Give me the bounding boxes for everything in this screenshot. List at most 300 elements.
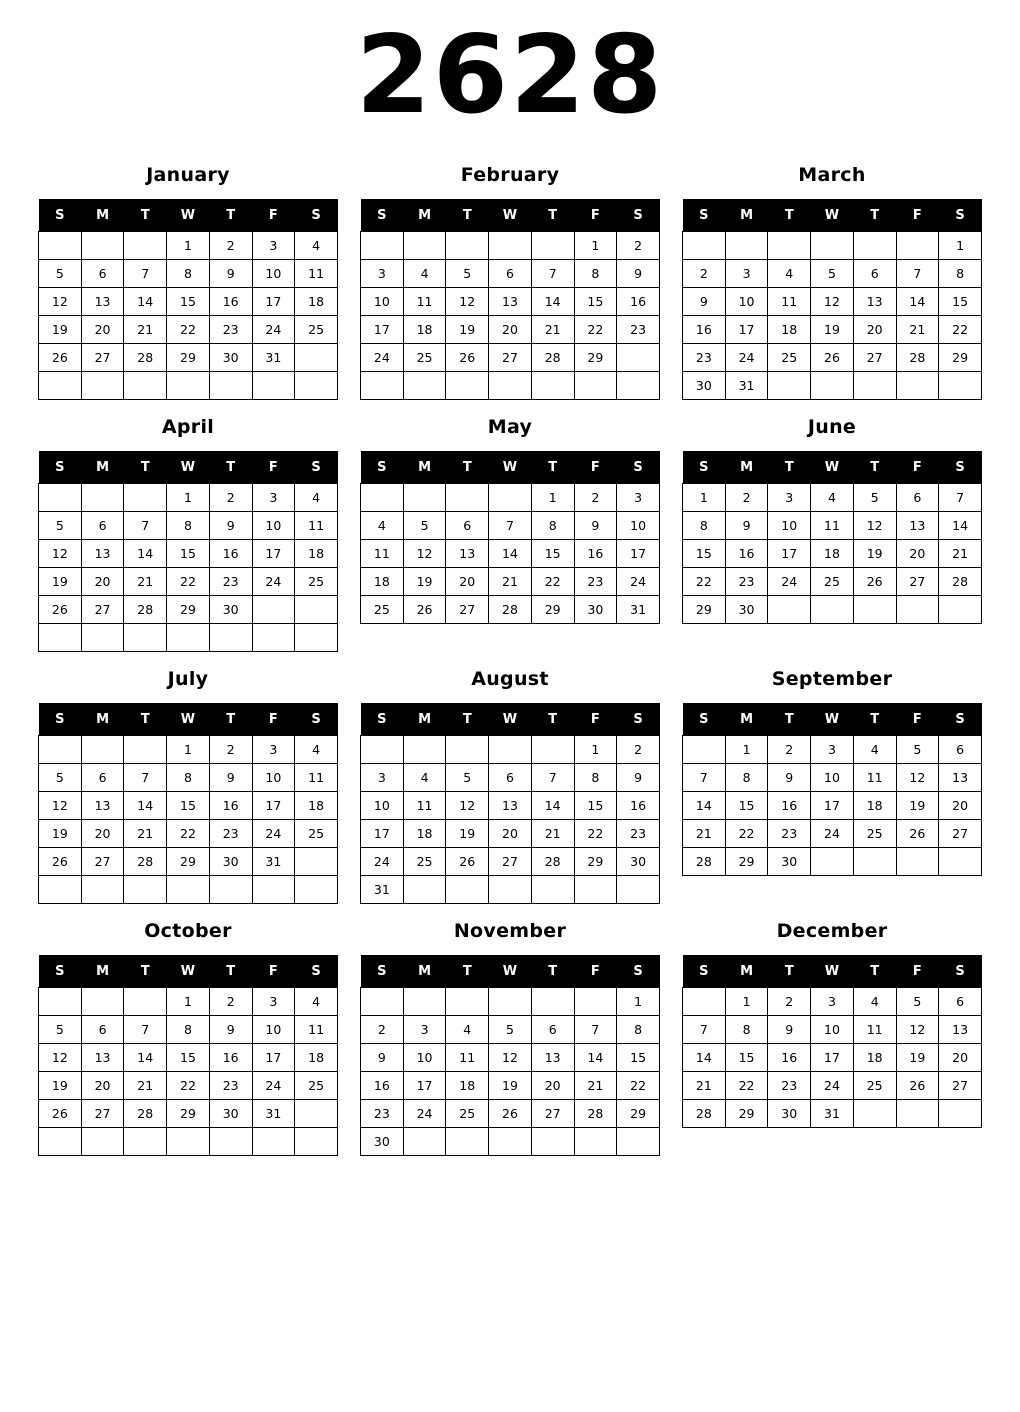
day-cell[interactable]: 28 (124, 848, 167, 876)
day-cell[interactable]: 18 (295, 1044, 338, 1072)
day-cell[interactable]: 24 (768, 568, 811, 596)
day-cell[interactable]: 26 (896, 1072, 939, 1100)
day-cell[interactable]: 6 (81, 260, 124, 288)
day-cell[interactable]: 28 (124, 1100, 167, 1128)
day-cell[interactable]: 18 (403, 316, 446, 344)
day-cell[interactable]: 19 (39, 568, 82, 596)
day-cell[interactable]: 22 (167, 568, 210, 596)
day-cell[interactable]: 30 (209, 1100, 252, 1128)
day-cell[interactable]: 8 (617, 1016, 660, 1044)
day-cell[interactable]: 7 (124, 260, 167, 288)
day-cell[interactable]: 22 (167, 316, 210, 344)
day-cell[interactable]: 24 (617, 568, 660, 596)
day-cell[interactable]: 5 (896, 988, 939, 1016)
day-cell[interactable]: 1 (574, 232, 617, 260)
day-cell[interactable]: 6 (896, 484, 939, 512)
day-cell[interactable]: 4 (853, 736, 896, 764)
day-cell[interactable]: 10 (252, 512, 295, 540)
day-cell[interactable]: 12 (853, 512, 896, 540)
day-cell[interactable]: 23 (768, 820, 811, 848)
day-cell[interactable]: 13 (446, 540, 489, 568)
day-cell[interactable]: 8 (725, 1016, 768, 1044)
day-cell[interactable]: 29 (167, 344, 210, 372)
day-cell[interactable]: 5 (39, 1016, 82, 1044)
day-cell[interactable]: 6 (939, 736, 982, 764)
day-cell[interactable]: 17 (617, 540, 660, 568)
day-cell[interactable]: 3 (252, 484, 295, 512)
day-cell[interactable]: 29 (683, 596, 726, 624)
day-cell[interactable]: 20 (81, 1072, 124, 1100)
day-cell[interactable]: 20 (489, 820, 532, 848)
day-cell[interactable]: 20 (81, 568, 124, 596)
day-cell[interactable]: 25 (295, 316, 338, 344)
day-cell[interactable]: 15 (617, 1044, 660, 1072)
day-cell[interactable]: 9 (361, 1044, 404, 1072)
day-cell[interactable]: 23 (617, 316, 660, 344)
day-cell[interactable]: 4 (403, 260, 446, 288)
day-cell[interactable]: 10 (768, 512, 811, 540)
day-cell[interactable]: 11 (768, 288, 811, 316)
day-cell[interactable]: 10 (811, 764, 854, 792)
day-cell[interactable]: 27 (81, 344, 124, 372)
day-cell[interactable]: 14 (531, 288, 574, 316)
day-cell[interactable]: 1 (531, 484, 574, 512)
day-cell[interactable]: 11 (811, 512, 854, 540)
day-cell[interactable]: 7 (574, 1016, 617, 1044)
day-cell[interactable]: 9 (768, 764, 811, 792)
day-cell[interactable]: 22 (725, 1072, 768, 1100)
day-cell[interactable]: 24 (811, 1072, 854, 1100)
day-cell[interactable]: 15 (167, 288, 210, 316)
day-cell[interactable]: 28 (489, 596, 532, 624)
day-cell[interactable]: 17 (252, 540, 295, 568)
day-cell[interactable]: 16 (209, 288, 252, 316)
day-cell[interactable]: 2 (574, 484, 617, 512)
day-cell[interactable]: 8 (574, 764, 617, 792)
day-cell[interactable]: 23 (617, 820, 660, 848)
day-cell[interactable]: 18 (853, 1044, 896, 1072)
day-cell[interactable]: 20 (531, 1072, 574, 1100)
day-cell[interactable]: 7 (124, 512, 167, 540)
day-cell[interactable]: 15 (939, 288, 982, 316)
day-cell[interactable]: 16 (617, 792, 660, 820)
day-cell[interactable]: 9 (725, 512, 768, 540)
day-cell[interactable]: 19 (896, 1044, 939, 1072)
day-cell[interactable]: 21 (574, 1072, 617, 1100)
day-cell[interactable]: 4 (811, 484, 854, 512)
day-cell[interactable]: 6 (939, 988, 982, 1016)
day-cell[interactable]: 21 (489, 568, 532, 596)
day-cell[interactable]: 8 (167, 512, 210, 540)
day-cell[interactable]: 30 (574, 596, 617, 624)
day-cell[interactable]: 22 (167, 820, 210, 848)
day-cell[interactable]: 17 (361, 316, 404, 344)
day-cell[interactable]: 28 (531, 848, 574, 876)
day-cell[interactable]: 7 (939, 484, 982, 512)
day-cell[interactable]: 20 (446, 568, 489, 596)
day-cell[interactable]: 29 (617, 1100, 660, 1128)
day-cell[interactable]: 14 (939, 512, 982, 540)
day-cell[interactable]: 31 (811, 1100, 854, 1128)
day-cell[interactable]: 7 (124, 1016, 167, 1044)
day-cell[interactable]: 18 (361, 568, 404, 596)
day-cell[interactable]: 30 (768, 1100, 811, 1128)
day-cell[interactable]: 26 (39, 848, 82, 876)
day-cell[interactable]: 13 (939, 764, 982, 792)
day-cell[interactable]: 21 (531, 820, 574, 848)
day-cell[interactable]: 26 (446, 344, 489, 372)
day-cell[interactable]: 29 (167, 1100, 210, 1128)
day-cell[interactable]: 14 (489, 540, 532, 568)
day-cell[interactable]: 14 (531, 792, 574, 820)
day-cell[interactable]: 13 (81, 540, 124, 568)
day-cell[interactable]: 14 (124, 288, 167, 316)
day-cell[interactable]: 26 (403, 596, 446, 624)
day-cell[interactable]: 30 (683, 372, 726, 400)
day-cell[interactable]: 25 (853, 820, 896, 848)
day-cell[interactable]: 7 (531, 260, 574, 288)
day-cell[interactable]: 19 (403, 568, 446, 596)
day-cell[interactable]: 20 (81, 820, 124, 848)
day-cell[interactable]: 12 (39, 540, 82, 568)
day-cell[interactable]: 6 (446, 512, 489, 540)
day-cell[interactable]: 7 (124, 764, 167, 792)
day-cell[interactable]: 18 (446, 1072, 489, 1100)
day-cell[interactable]: 15 (574, 288, 617, 316)
day-cell[interactable]: 23 (209, 568, 252, 596)
day-cell[interactable]: 28 (124, 344, 167, 372)
day-cell[interactable]: 11 (295, 1016, 338, 1044)
day-cell[interactable]: 3 (725, 260, 768, 288)
day-cell[interactable]: 21 (124, 820, 167, 848)
day-cell[interactable]: 16 (574, 540, 617, 568)
day-cell[interactable]: 17 (252, 792, 295, 820)
day-cell[interactable]: 31 (361, 876, 404, 904)
day-cell[interactable]: 17 (361, 820, 404, 848)
day-cell[interactable]: 8 (725, 764, 768, 792)
day-cell[interactable]: 1 (725, 736, 768, 764)
day-cell[interactable]: 25 (295, 820, 338, 848)
day-cell[interactable]: 12 (39, 792, 82, 820)
day-cell[interactable]: 30 (209, 344, 252, 372)
day-cell[interactable]: 3 (361, 764, 404, 792)
day-cell[interactable]: 8 (574, 260, 617, 288)
day-cell[interactable]: 24 (252, 316, 295, 344)
day-cell[interactable]: 14 (124, 1044, 167, 1072)
day-cell[interactable]: 21 (124, 568, 167, 596)
day-cell[interactable]: 5 (446, 260, 489, 288)
day-cell[interactable]: 14 (124, 792, 167, 820)
day-cell[interactable]: 18 (295, 792, 338, 820)
day-cell[interactable]: 12 (39, 288, 82, 316)
day-cell[interactable]: 23 (683, 344, 726, 372)
day-cell[interactable]: 30 (725, 596, 768, 624)
day-cell[interactable]: 23 (209, 1072, 252, 1100)
day-cell[interactable]: 28 (574, 1100, 617, 1128)
day-cell[interactable]: 17 (252, 288, 295, 316)
day-cell[interactable]: 3 (361, 260, 404, 288)
day-cell[interactable]: 12 (811, 288, 854, 316)
day-cell[interactable]: 21 (939, 540, 982, 568)
day-cell[interactable]: 5 (39, 512, 82, 540)
day-cell[interactable]: 19 (446, 820, 489, 848)
day-cell[interactable]: 2 (768, 988, 811, 1016)
day-cell[interactable]: 12 (896, 764, 939, 792)
day-cell[interactable]: 29 (574, 344, 617, 372)
day-cell[interactable]: 24 (361, 848, 404, 876)
day-cell[interactable]: 29 (725, 848, 768, 876)
day-cell[interactable]: 1 (939, 232, 982, 260)
day-cell[interactable]: 16 (361, 1072, 404, 1100)
day-cell[interactable]: 16 (617, 288, 660, 316)
day-cell[interactable]: 7 (683, 1016, 726, 1044)
day-cell[interactable]: 14 (683, 1044, 726, 1072)
day-cell[interactable]: 31 (252, 1100, 295, 1128)
day-cell[interactable]: 3 (252, 988, 295, 1016)
day-cell[interactable]: 25 (295, 1072, 338, 1100)
day-cell[interactable]: 1 (574, 736, 617, 764)
day-cell[interactable]: 9 (209, 260, 252, 288)
day-cell[interactable]: 2 (683, 260, 726, 288)
day-cell[interactable]: 27 (939, 820, 982, 848)
day-cell[interactable]: 4 (361, 512, 404, 540)
day-cell[interactable]: 31 (725, 372, 768, 400)
day-cell[interactable]: 10 (252, 764, 295, 792)
day-cell[interactable]: 27 (896, 568, 939, 596)
day-cell[interactable]: 13 (81, 288, 124, 316)
day-cell[interactable]: 30 (617, 848, 660, 876)
day-cell[interactable]: 11 (853, 1016, 896, 1044)
day-cell[interactable]: 9 (209, 1016, 252, 1044)
day-cell[interactable]: 23 (725, 568, 768, 596)
day-cell[interactable]: 11 (403, 288, 446, 316)
day-cell[interactable]: 18 (811, 540, 854, 568)
day-cell[interactable]: 16 (209, 792, 252, 820)
day-cell[interactable]: 21 (124, 316, 167, 344)
day-cell[interactable]: 3 (252, 232, 295, 260)
day-cell[interactable]: 28 (531, 344, 574, 372)
day-cell[interactable]: 2 (209, 736, 252, 764)
day-cell[interactable]: 18 (768, 316, 811, 344)
day-cell[interactable]: 14 (896, 288, 939, 316)
day-cell[interactable]: 1 (617, 988, 660, 1016)
day-cell[interactable]: 1 (683, 484, 726, 512)
day-cell[interactable]: 11 (361, 540, 404, 568)
day-cell[interactable]: 24 (725, 344, 768, 372)
day-cell[interactable]: 5 (39, 764, 82, 792)
day-cell[interactable]: 2 (617, 232, 660, 260)
day-cell[interactable]: 14 (574, 1044, 617, 1072)
day-cell[interactable]: 13 (853, 288, 896, 316)
day-cell[interactable]: 24 (403, 1100, 446, 1128)
day-cell[interactable]: 8 (167, 1016, 210, 1044)
day-cell[interactable]: 19 (39, 1072, 82, 1100)
day-cell[interactable]: 30 (361, 1128, 404, 1156)
day-cell[interactable]: 4 (853, 988, 896, 1016)
day-cell[interactable]: 16 (725, 540, 768, 568)
day-cell[interactable]: 12 (403, 540, 446, 568)
day-cell[interactable]: 8 (939, 260, 982, 288)
day-cell[interactable]: 11 (295, 764, 338, 792)
day-cell[interactable]: 29 (574, 848, 617, 876)
day-cell[interactable]: 30 (209, 848, 252, 876)
day-cell[interactable]: 22 (725, 820, 768, 848)
day-cell[interactable]: 25 (811, 568, 854, 596)
day-cell[interactable]: 26 (853, 568, 896, 596)
day-cell[interactable]: 1 (167, 484, 210, 512)
day-cell[interactable]: 17 (811, 1044, 854, 1072)
day-cell[interactable]: 24 (252, 820, 295, 848)
day-cell[interactable]: 8 (167, 764, 210, 792)
day-cell[interactable]: 18 (403, 820, 446, 848)
day-cell[interactable]: 11 (295, 260, 338, 288)
day-cell[interactable]: 2 (768, 736, 811, 764)
day-cell[interactable]: 3 (811, 988, 854, 1016)
day-cell[interactable]: 22 (683, 568, 726, 596)
day-cell[interactable]: 1 (725, 988, 768, 1016)
day-cell[interactable]: 23 (574, 568, 617, 596)
day-cell[interactable]: 20 (939, 792, 982, 820)
day-cell[interactable]: 25 (361, 596, 404, 624)
day-cell[interactable]: 17 (403, 1072, 446, 1100)
day-cell[interactable]: 24 (361, 344, 404, 372)
day-cell[interactable]: 5 (811, 260, 854, 288)
day-cell[interactable]: 10 (811, 1016, 854, 1044)
day-cell[interactable]: 25 (446, 1100, 489, 1128)
day-cell[interactable]: 11 (853, 764, 896, 792)
day-cell[interactable]: 7 (531, 764, 574, 792)
day-cell[interactable]: 1 (167, 736, 210, 764)
day-cell[interactable]: 16 (209, 540, 252, 568)
day-cell[interactable]: 26 (446, 848, 489, 876)
day-cell[interactable]: 18 (295, 540, 338, 568)
day-cell[interactable]: 19 (489, 1072, 532, 1100)
day-cell[interactable]: 9 (617, 764, 660, 792)
day-cell[interactable]: 17 (768, 540, 811, 568)
day-cell[interactable]: 22 (574, 316, 617, 344)
day-cell[interactable]: 6 (489, 764, 532, 792)
day-cell[interactable]: 29 (167, 596, 210, 624)
day-cell[interactable]: 22 (167, 1072, 210, 1100)
day-cell[interactable]: 2 (209, 232, 252, 260)
day-cell[interactable]: 2 (209, 988, 252, 1016)
day-cell[interactable]: 18 (295, 288, 338, 316)
day-cell[interactable]: 26 (811, 344, 854, 372)
day-cell[interactable]: 7 (683, 764, 726, 792)
day-cell[interactable]: 22 (939, 316, 982, 344)
day-cell[interactable]: 22 (574, 820, 617, 848)
day-cell[interactable]: 15 (725, 792, 768, 820)
day-cell[interactable]: 10 (403, 1044, 446, 1072)
day-cell[interactable]: 30 (209, 596, 252, 624)
day-cell[interactable]: 11 (403, 792, 446, 820)
day-cell[interactable]: 9 (768, 1016, 811, 1044)
day-cell[interactable]: 25 (403, 344, 446, 372)
day-cell[interactable]: 4 (295, 484, 338, 512)
day-cell[interactable]: 15 (167, 540, 210, 568)
day-cell[interactable]: 2 (361, 1016, 404, 1044)
day-cell[interactable]: 4 (295, 232, 338, 260)
day-cell[interactable]: 23 (768, 1072, 811, 1100)
day-cell[interactable]: 27 (81, 596, 124, 624)
day-cell[interactable]: 19 (896, 792, 939, 820)
day-cell[interactable]: 5 (39, 260, 82, 288)
day-cell[interactable]: 13 (489, 288, 532, 316)
day-cell[interactable]: 23 (209, 316, 252, 344)
day-cell[interactable]: 10 (617, 512, 660, 540)
day-cell[interactable]: 16 (683, 316, 726, 344)
day-cell[interactable]: 20 (81, 316, 124, 344)
day-cell[interactable]: 27 (489, 848, 532, 876)
day-cell[interactable]: 27 (81, 1100, 124, 1128)
day-cell[interactable]: 9 (209, 764, 252, 792)
day-cell[interactable]: 5 (446, 764, 489, 792)
day-cell[interactable]: 16 (209, 1044, 252, 1072)
day-cell[interactable]: 22 (617, 1072, 660, 1100)
day-cell[interactable]: 4 (295, 736, 338, 764)
day-cell[interactable]: 28 (683, 1100, 726, 1128)
day-cell[interactable]: 12 (39, 1044, 82, 1072)
day-cell[interactable]: 7 (896, 260, 939, 288)
day-cell[interactable]: 27 (531, 1100, 574, 1128)
day-cell[interactable]: 25 (295, 568, 338, 596)
day-cell[interactable]: 12 (446, 792, 489, 820)
day-cell[interactable]: 21 (124, 1072, 167, 1100)
day-cell[interactable]: 26 (489, 1100, 532, 1128)
day-cell[interactable]: 20 (939, 1044, 982, 1072)
day-cell[interactable]: 10 (252, 260, 295, 288)
day-cell[interactable]: 14 (683, 792, 726, 820)
day-cell[interactable]: 2 (617, 736, 660, 764)
day-cell[interactable]: 13 (489, 792, 532, 820)
day-cell[interactable]: 15 (725, 1044, 768, 1072)
day-cell[interactable]: 27 (446, 596, 489, 624)
day-cell[interactable]: 3 (252, 736, 295, 764)
day-cell[interactable]: 10 (361, 288, 404, 316)
day-cell[interactable]: 25 (768, 344, 811, 372)
day-cell[interactable]: 20 (896, 540, 939, 568)
day-cell[interactable]: 19 (39, 820, 82, 848)
day-cell[interactable]: 12 (489, 1044, 532, 1072)
day-cell[interactable]: 23 (209, 820, 252, 848)
day-cell[interactable]: 26 (896, 820, 939, 848)
day-cell[interactable]: 14 (124, 540, 167, 568)
day-cell[interactable]: 29 (939, 344, 982, 372)
day-cell[interactable]: 28 (124, 596, 167, 624)
day-cell[interactable]: 26 (39, 596, 82, 624)
day-cell[interactable]: 5 (489, 1016, 532, 1044)
day-cell[interactable]: 5 (896, 736, 939, 764)
day-cell[interactable]: 24 (252, 568, 295, 596)
day-cell[interactable]: 13 (81, 1044, 124, 1072)
day-cell[interactable]: 5 (853, 484, 896, 512)
day-cell[interactable]: 27 (853, 344, 896, 372)
day-cell[interactable]: 13 (896, 512, 939, 540)
day-cell[interactable]: 15 (531, 540, 574, 568)
day-cell[interactable]: 9 (574, 512, 617, 540)
day-cell[interactable]: 4 (446, 1016, 489, 1044)
day-cell[interactable]: 10 (361, 792, 404, 820)
day-cell[interactable]: 15 (167, 792, 210, 820)
day-cell[interactable]: 17 (725, 316, 768, 344)
day-cell[interactable]: 6 (531, 1016, 574, 1044)
day-cell[interactable]: 29 (531, 596, 574, 624)
day-cell[interactable]: 25 (853, 1072, 896, 1100)
day-cell[interactable]: 10 (725, 288, 768, 316)
day-cell[interactable]: 19 (39, 316, 82, 344)
day-cell[interactable]: 29 (167, 848, 210, 876)
day-cell[interactable]: 16 (768, 792, 811, 820)
